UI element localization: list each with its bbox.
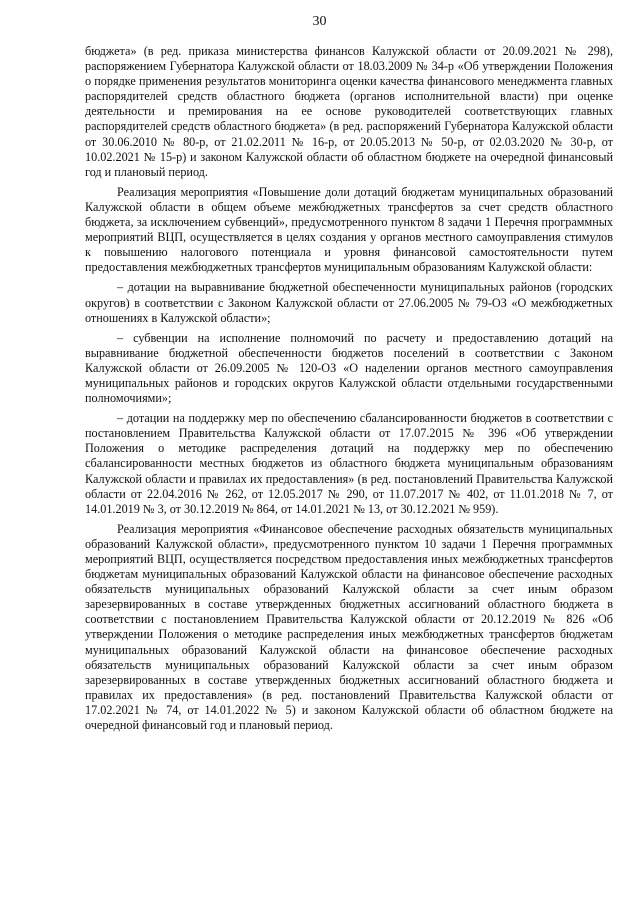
list-item-balance-support-grants: – дотации на поддержку мер по обеспечению сбалансированности бюджетов в соответствии с постановлением Правительства Калужской области от 17.07.2015 № 396 «Об утверждении Положения о методике распределения дотаций на поддержку мер по обеспечению сбалансированности местных бюджетов из областного бюджета муниципальным образованиям Калужской области и правилах их предоставления» (в ред. постановлений Правительства Калужской области от 22.04.2016 № 262, от 12.05.2017 № 290, от 11.07.2017 № 402, от 11.01.2018 № 7, от 14.01.2019 № 3, от 30.12.2019 № 864, от 14.01.2021 № 13, от 30.12.2021 № 959).	[85, 411, 613, 516]
document-body	[85, 44, 613, 738]
paragraph-measure-subsidies-share: Реализация мероприятия «Повышение доли дотаций бюджетам муниципальных образований Калужской области в общем объеме межбюджетных трансфертов за счет средств областного бюджета, за исключением субвенций», предусмотренного пунктом 8 задачи 1 Перечня программных мероприятий ВЦП, осуществляется в целях создания у органов местного самоуправления стимулов к повышению налогового потенциала и уровня финансовой самостоятельности путем предоставления межбюджетных трансфертов муниципальным образованиям Калужской области:	[85, 184, 613, 275]
list-item-equalization-grants: – дотации на выравнивание бюджетной обеспеченности муниципальных районов (городских округов) в соответствии с Законом Калужской области от 27.06.2005 № 79-ОЗ «О межбюджетных отношениях в Калужской области»;	[85, 280, 613, 325]
list-item-subventions: – субвенции на исполнение полномочий по расчету и предоставлению дотаций на выравнивание бюджетной обеспеченности бюджетов поселений в соответствии с Законом Калужской области от 26.09.2005 № 120-ОЗ «О наделении органов местного самоуправления муниципальных районов и городских округов Калужской области отдельными государственными полномочиями»;	[85, 330, 613, 406]
page-number: 30	[312, 14, 327, 29]
paragraph-continuation: бюджета» (в ред. приказа министерства финансов Калужской области от 20.09.2021 № 298), распоряжением Губернатора Калужской области от 18.03.2009 № 34-р «Об утверждении Положения о порядке применения результатов мониторинга оценки качества финансового менеджмента главных распорядителей средств областного бюджета (органов исполнительной власти) при оценке деятельности и премирования на ее основе руководителей соответствующих главных распорядителей средств областного бюджета» (в ред. распоряжений Губернатора Калужской области от 30.06.2010 № 80-р, от 21.02.2011 № 16-р, от 20.05.2013 № 50-р, от 02.03.2020 № 30-р, от 10.02.2021 № 15-р) и законом Калужской области об областном бюджете на очередной финансовый год и плановый период.	[85, 44, 613, 179]
paragraph-measure-financial-support: Реализация мероприятия «Финансовое обеспечение расходных обязательств муниципальных образований Калужской области», предусмотренного пунктом 10 задачи 1 Перечня программных мероприятий ВЦП, осуществляется посредством предоставления иных межбюджетных трансфертов бюджетам муниципальных образований Калужской области на финансовое обеспечение расходных обязательств муниципальных образований Калужской области за счет иным образом зарезервированных в составе утвержденных бюджетных ассигнований областного бюджета в соответствии с постановлением Правительства Калужской области от 20.12.2019 № 826 «Об утверждении Положения о методике распределения иных межбюджетных трансфертов бюджетам муниципальных образований Калужской области на финансовое обеспечение расходных обязательств муниципальных образований Калужской области за счет иным образом зарезервированных в составе утвержденных бюджетных ассигнований областного бюджета и правилах их предоставления» (в ред. постановлений Правительства Калужской области от 17.02.2021 № 74, от 14.01.2022 № 5) и законом Калужской области об областном бюджете на очередной финансовый год и плановый период.	[85, 521, 613, 733]
